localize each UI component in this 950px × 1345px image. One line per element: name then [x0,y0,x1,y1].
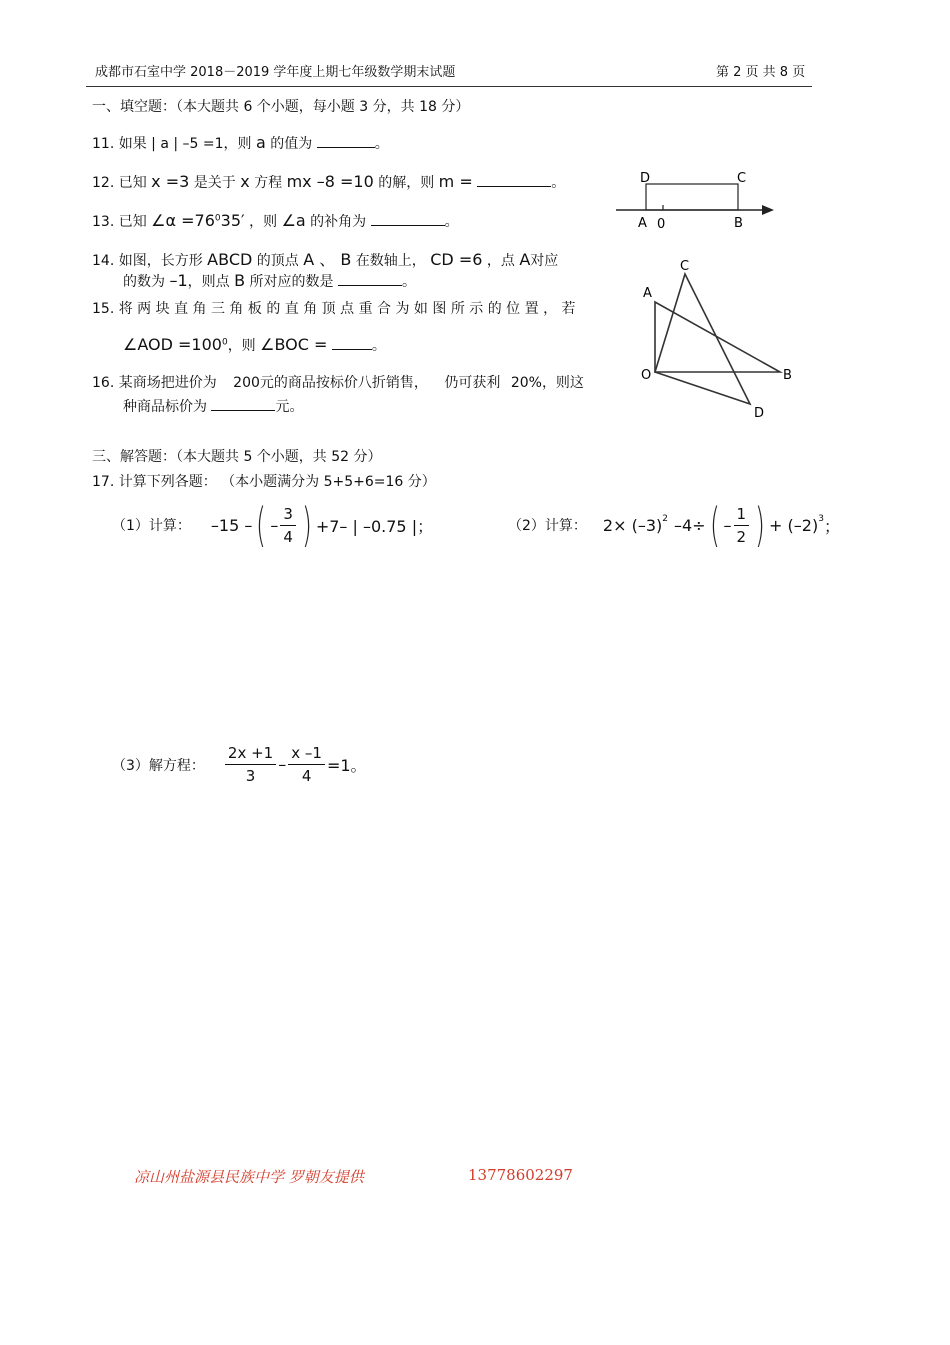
fraction-x-minus-1-over-4: $\frac{x -1}{4}$ [288,744,325,785]
question-14: 14. 如图，长方形 ABCD 的顶点 A 、 B 在数轴上， CD =6 ，点 A对应 [92,250,559,269]
fraction-2x-plus-1-over-3: $\frac{2x +1}{3}$ [225,744,276,785]
question-12: 12. 已知 x =3 是关于 x 方程 mx –8 =10 的解，则 m = 。 [92,172,566,191]
label-C: C [737,171,747,186]
triangle-cod [655,274,750,404]
label-A: A [638,216,647,231]
footer-phone: 13778602297 [468,1166,573,1184]
answer-blank-12[interactable] [477,172,551,187]
question-15: 15. 将 两 块 直 角 三 角 板 的 直 角 顶 点 重 合 为 如 图 所 示 的 位 置 ， 若 [92,301,576,317]
question-14-line2: 的数为 –1，则点 B 所对应的数是 。 [123,271,416,290]
label-D: D [754,406,765,421]
question-16: 16. 某商场把进价为 200元的商品按标价八折销售， 仍可获利 20%，则这 [92,375,584,391]
footer-provider: 凉山州盐源县民族中学 罗朝友提供 [134,1168,364,1186]
label-C: C [680,259,690,274]
section-solve-title: 三、解答题：（本大题共 5 个小题，共 52 分） [92,449,382,465]
question-17-part3: （3）解方程： $\frac{2x +1}{3}$ – $\frac{x -1}{4}$ =1。 [112,744,367,785]
answer-blank-14[interactable] [338,271,402,286]
section-fill-blank-title: 一、填空题：（本大题共 6 个小题，每小题 3 分，共 18 分） [92,99,470,115]
header-title: 成都市石室中学 2018－2019 学年度上期七年级数学期末试题 [95,65,456,80]
answer-blank-16[interactable] [211,396,275,411]
left-paren: ( [256,498,267,552]
answer-blank-11[interactable] [317,133,375,148]
label-B: B [783,368,792,383]
fraction-3-4: $\frac{3}{4}$ [280,505,296,546]
fraction-1-2: $\frac{1}{2}$ [734,505,750,546]
question-17-part2: （2）计算： 2× (–3) $^2$ –4÷ ( – $\frac{1}{2}$ ) + (–2) $^3$ ； [508,498,840,552]
question-16-line2: 种商品标价为 元。 [123,396,303,416]
right-paren: ) [301,498,312,552]
question-17-part1: （1）计算： –15 – ( – $\frac{3}{4}$ ) +7– | –0.75 |； [112,498,434,552]
question-13: 13. 已知 ∠α $=76^035'$ ，则 ∠a 的补角为 。 [92,211,459,230]
header-divider [86,86,812,87]
question-11: 11. 如果 | a | –5 =1，则 a 的值为 。 [92,133,389,152]
figure-number-line-rectangle [612,166,782,236]
label-D: D [640,171,651,186]
header-page-number: 第 2 页 共 8 页 [716,65,806,80]
answer-blank-13[interactable] [371,211,445,226]
arrow-head [762,205,774,215]
label-zero: 0 [657,217,666,232]
answer-blank-15[interactable] [332,335,372,350]
label-A: A [643,286,652,301]
label-O: O [641,368,652,383]
question-15-line2: ∠AOD $=100^0$，则 ∠BOC = 。 [123,335,386,354]
left-paren: ( [709,498,720,552]
rectangle-abcd [646,184,738,210]
question-17-title: 17. 计算下列各题： （本小题满分为 5+5+6=16 分） [92,474,436,490]
figure-triangles [630,252,805,424]
right-paren: ) [755,498,766,552]
label-B: B [734,216,743,231]
